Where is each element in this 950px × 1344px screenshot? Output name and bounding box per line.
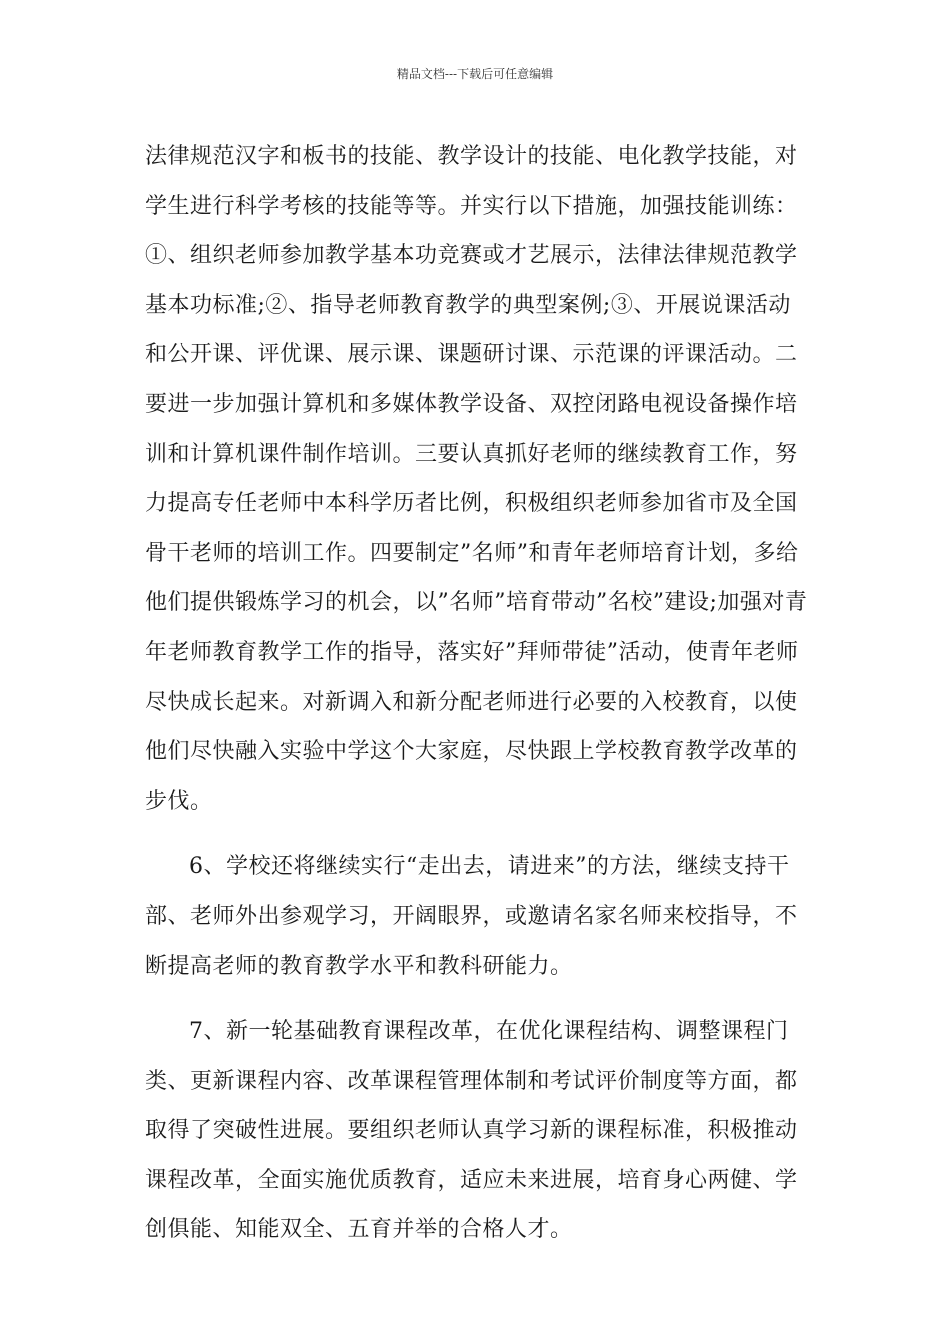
paragraph-item-6: 6、学校还将继续实行“走出去，请进来”的方法，继续支持干部、老师外出参观学习，开阔眼界，或邀请名家名师来校指导，不断提高老师的教育教学水平和教科研能力。 xyxy=(145,854,798,979)
paragraph-continued: 法律规范汉字和板书的技能、教学设计的技能、电化教学技能，对学生进行科学考核的技能等等。并实行以下措施，加强技能训练：①、组织老师参加教学基本功竞赛或才艺展示，法律法律规范教学基本功标准;②、指导老师教育教学的典型案例;③、开展说课活动和公开课、评优课、展示课、课题研讨课、示范课的评课活动。二要进一步加强计算机和多媒体教学设备、双控闭路电视设备操作培训和计算机课件制作培训。三要认真抓好老师的继续教育工作，努力提高专任老师中本科学历者比例，积极组织老师参加省市及全国骨干老师的培训工作。四要制定”名师”和青年老师培育计划，多给他们提供锻炼学习的机会，以”名师”培育带动”名校”建设;加强对青年老师教育教学工作的指导，落实好”拜师带徒”活动，使青年老师尽快成长起来。对新调入和新分配老师进行必要的入校教育，以使他们尽快融入实验中学这个大家庭，尽快跟上学校教育教学改革的步伐。 xyxy=(145,144,808,814)
document-body xyxy=(145,132,813,1255)
paragraph-item-7: 7、新一轮基础教育课程改革，在优化课程结构、调整课程门类、更新课程内容、改革课程管理体制和考试评价制度等方面，都取得了突破性进展。要组织老师认真学习新的课程标准，积极推动课程改革，全面实施优质教育，适应未来进展，培育身心两健、学创俱能、知能双全、五育并举的合格人才。 xyxy=(145,1019,798,1243)
page-header: 精品文档---下载后可任意编辑 xyxy=(396,67,554,81)
